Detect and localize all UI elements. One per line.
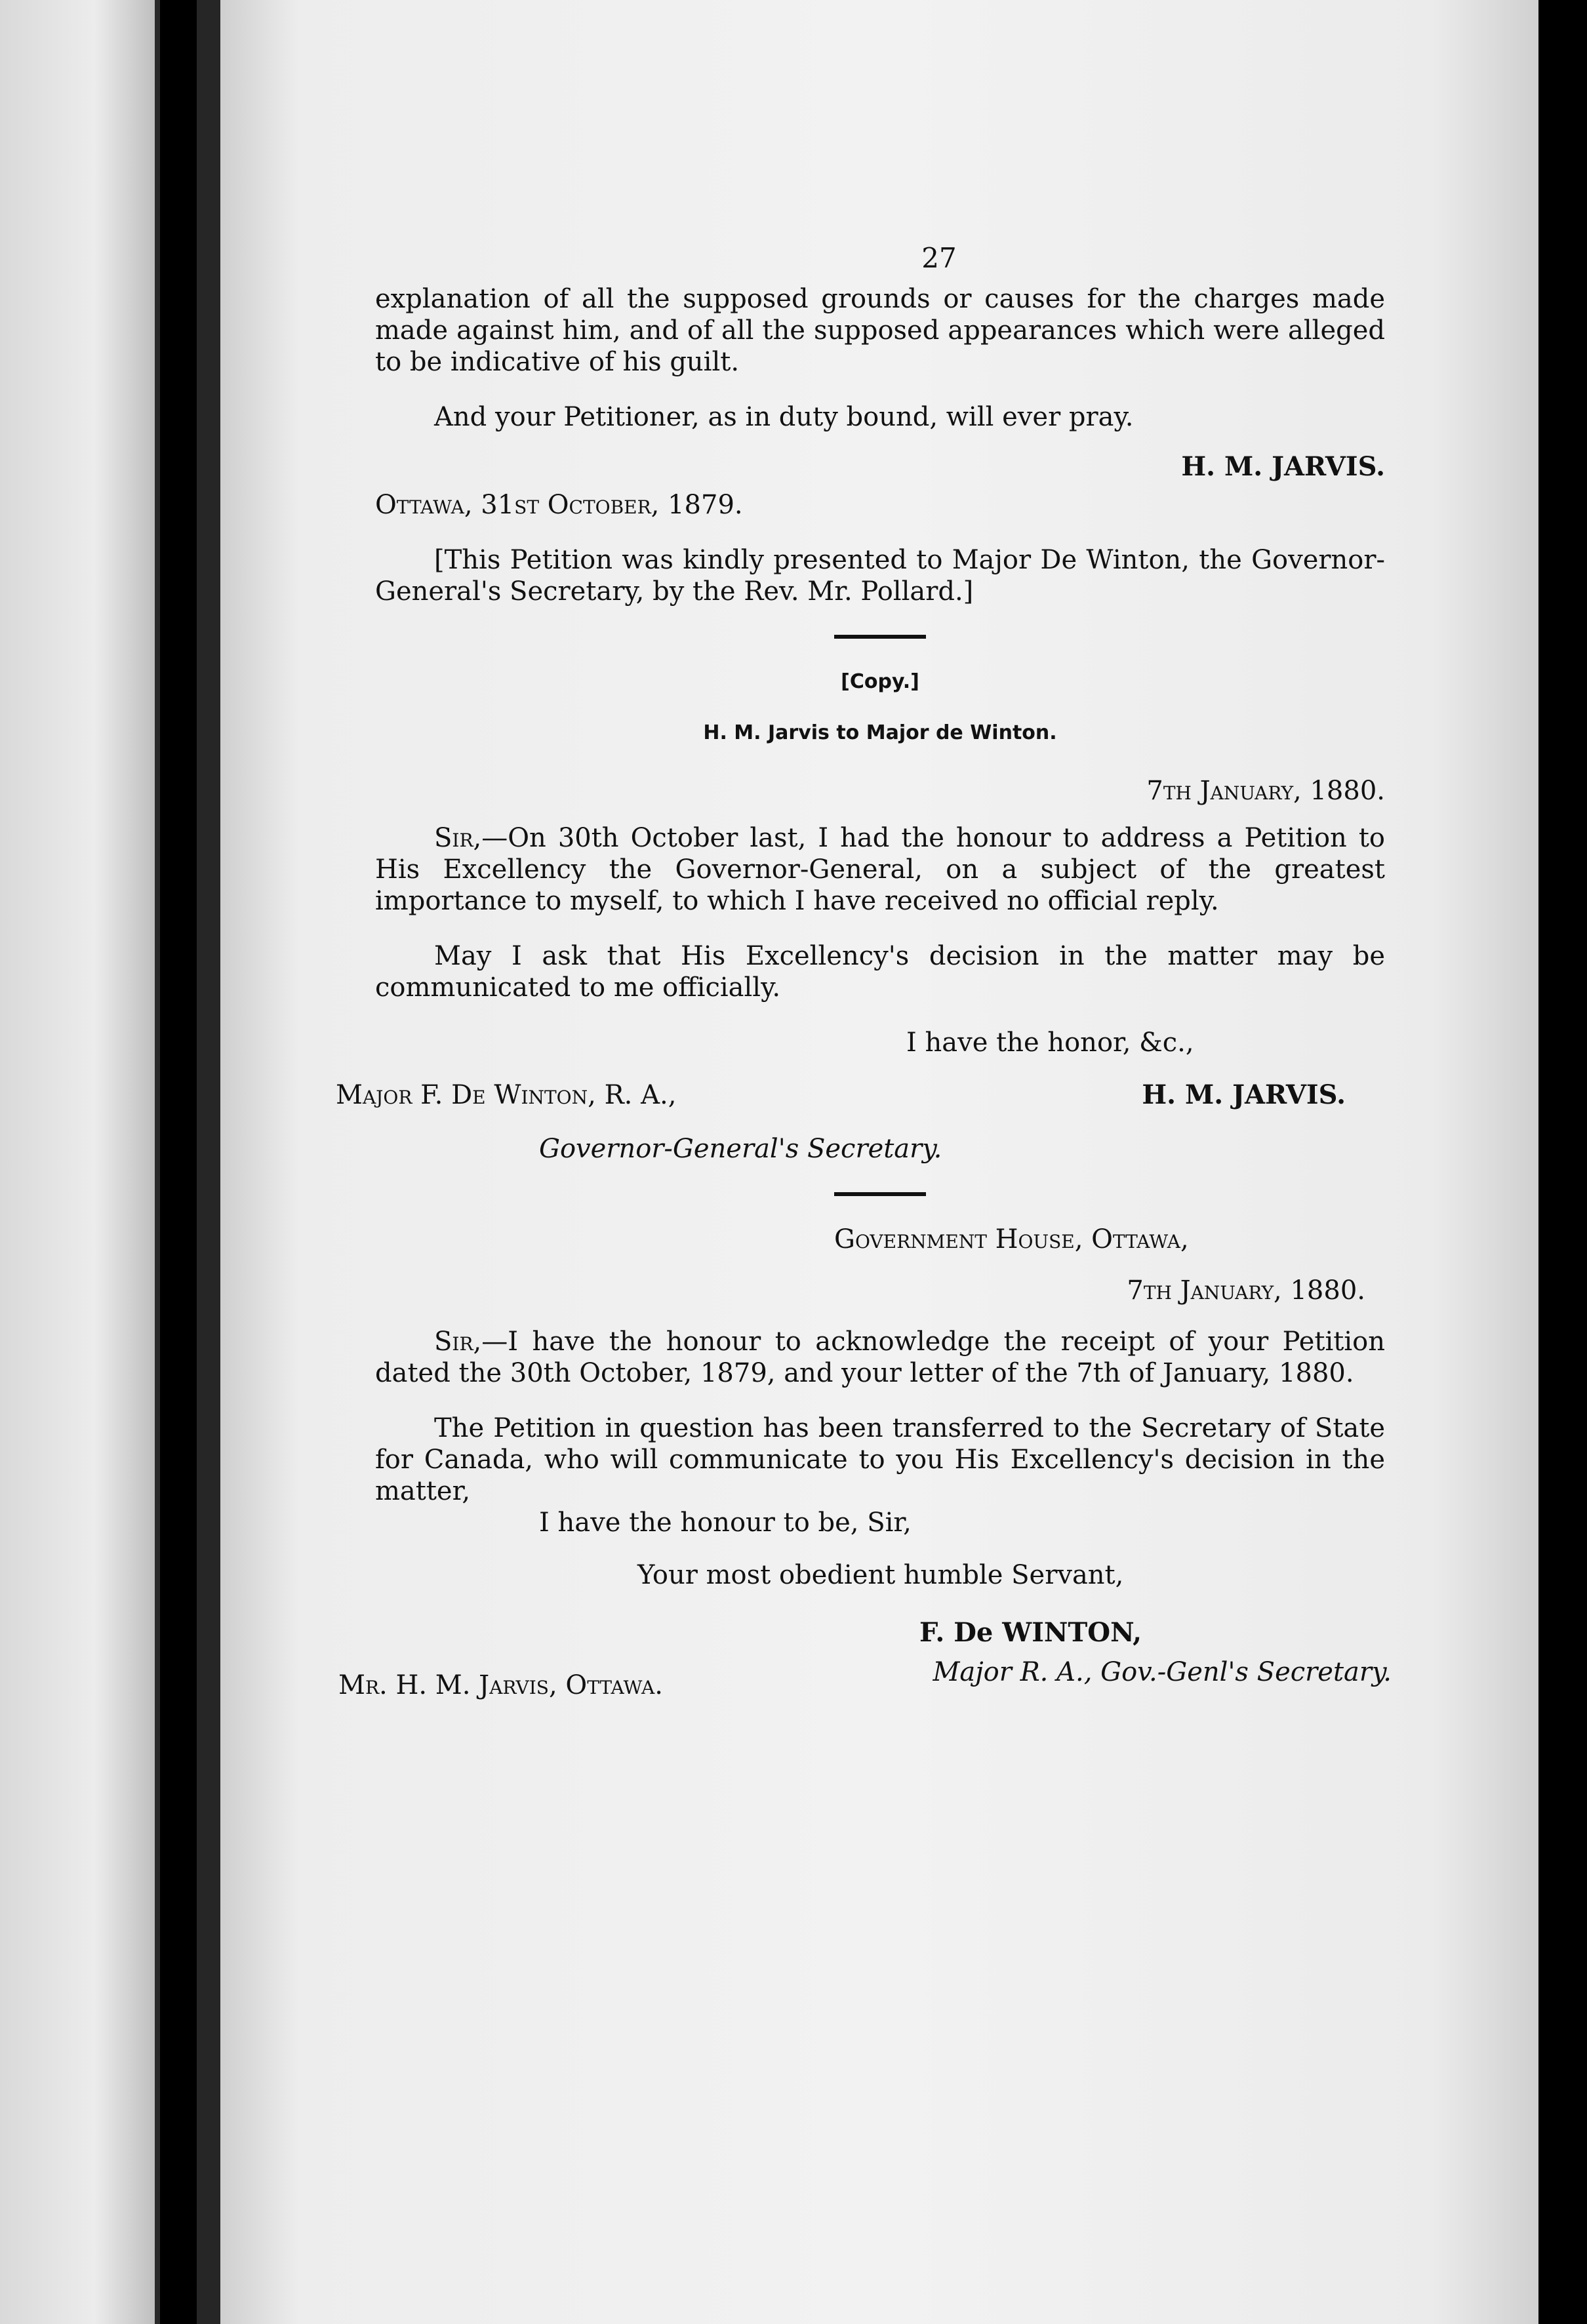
reply-letter-signature: F. De WINTON, <box>919 1617 1142 1648</box>
document-page <box>220 0 1538 2324</box>
copy-letter-closing: I have the honor, &c., <box>906 1028 1194 1058</box>
petition-signature: H. M. JARVIS. <box>1181 451 1385 482</box>
reply-letter-body-1-text: —I have the honour to acknowledge the receipt of your Petition dated the 30th October, 1879, and your letter of the 7th of January, 1880. <box>375 1327 1385 1388</box>
copy-letter-body-2: May I ask that His Excellency's decision in the matter may be communicated to me officially. <box>375 941 1385 1003</box>
reply-letter-body-2: The Petition in question has been transferred to the Secretary of State for Canada, who will communicate to you His Excellency's decision in the matter, <box>375 1413 1385 1506</box>
reply-letter-body-1 <box>375 1326 1385 1389</box>
reply-letter-closing-2: Your most obedient humble Servant, <box>637 1560 1124 1590</box>
reply-letter-salutation: Sir, <box>434 1327 482 1357</box>
petition-closing-paragraph: explanation of all the supposed grounds or causes for the charges made made against him, and of all the supposed appearances which were alleged to be indicative of his guilt. <box>375 284 1385 377</box>
page-text <box>336 242 1392 1700</box>
copy-letter-body-1 <box>375 822 1385 917</box>
section-divider-2 <box>834 1192 926 1196</box>
facing-page <box>0 0 157 2324</box>
petition-place-date: Ottawa, 31st October, 1879. <box>375 490 743 520</box>
petition-note: [This Petition was kindly presented to Major De Winton, the Governor-General's Secretary, by the Rev. Mr. Pollard.] <box>375 545 1385 607</box>
reply-letter-addressee: Mr. H. M. Jarvis, Ottawa. <box>338 1670 663 1700</box>
petition-prayer: And your Petitioner, as in duty bound, will ever pray. <box>434 402 1134 432</box>
reply-letter-date: 7th January, 1880. <box>1127 1275 1365 1306</box>
reply-letter-closing-1: I have the honour to be, Sir, <box>539 1508 912 1538</box>
copy-letter-salutation: Sir, <box>434 823 482 853</box>
copy-label: [Copy.] <box>841 670 919 693</box>
copy-letter-addressee-title: Governor-General's Secretary. <box>539 1134 942 1164</box>
section-divider <box>834 635 926 639</box>
copy-letter-signature: H. M. JARVIS. <box>1142 1079 1346 1110</box>
copy-letter-body-1-text: —On 30th October last, I had the honour to address a Petition to His Excellency the Governor-General, on a subject of the greatest importance to myself, to which I have received no official reply. <box>375 823 1385 916</box>
page-number: 27 <box>921 242 957 274</box>
reply-letter-signature-title: Major R. A., Gov.-Genl's Secretary. <box>933 1657 1392 1687</box>
reply-letter-location: Government House, Ottawa, <box>834 1224 1189 1254</box>
book-spine <box>197 0 220 2324</box>
reply-letter-footer-row <box>338 1656 1392 1700</box>
facing-page-edge <box>155 0 160 2324</box>
copy-letter-signature-row <box>336 1079 1385 1111</box>
copy-letter-addressee: Major F. De Winton, R. A., <box>336 1080 677 1110</box>
copy-letter-date: 7th January, 1880. <box>1146 776 1385 806</box>
copy-letter-heading: H. M. Jarvis to Major de Winton. <box>703 721 1057 744</box>
